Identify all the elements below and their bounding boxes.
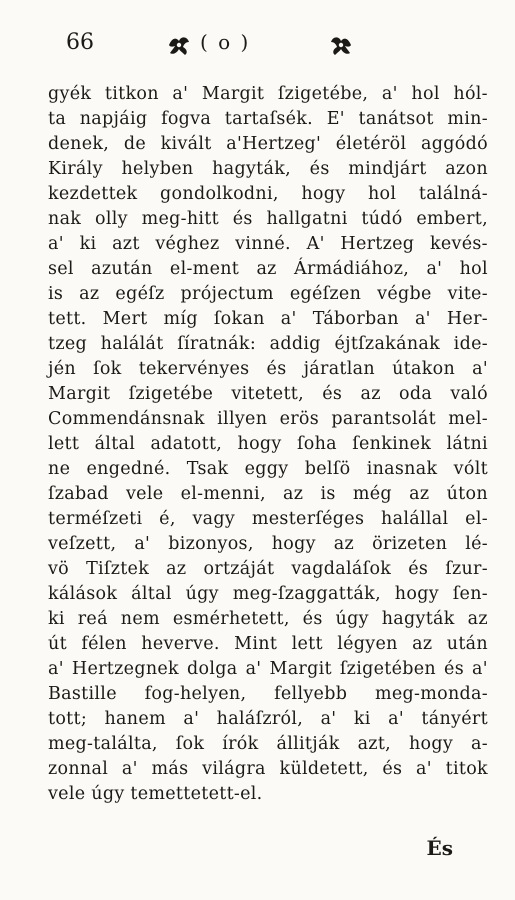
text-line: lett által adatott, hogy ſoha ſenkinek látni bbox=[48, 434, 488, 454]
text-line: zonnal a' más világra küldetett, és a' titok bbox=[48, 759, 488, 779]
running-head: ( o ) bbox=[200, 30, 251, 54]
text-line: tott; hanem a' haláſzról, a' ki a' tányért bbox=[48, 709, 488, 729]
text-line: út félen heverve. Mint lett légyen az után bbox=[48, 634, 488, 654]
catchword: És bbox=[426, 836, 453, 860]
text-line: kálások által úgy meg-ſzaggatták, hogy ſen- bbox=[48, 584, 488, 604]
text-line: ne engedné. Tsak eggy belſö inasnak vólt bbox=[48, 459, 488, 479]
text-line: Margit ſzigetébe vitetett, és az oda való bbox=[48, 384, 488, 404]
text-line: nak olly meg-hitt és hallgatni túdó embert, bbox=[48, 209, 488, 229]
text-line: meg-találta, ſok írók állitják azt, hogy a- bbox=[48, 734, 488, 754]
text-line: gyék titkon a' Margit ſzigetébe, a' hol hól- bbox=[48, 84, 488, 104]
text-line: veſzett, a' bizonyos, hogy az örizeten lé- bbox=[48, 534, 488, 554]
text-line: denek, de kivált a'Hertzeg' életéröl aggódó bbox=[48, 134, 488, 154]
text-line: tzeg halálát ſíratnák: addig éjtſzakának ide- bbox=[48, 334, 488, 354]
text-line: is az egéſz prójectum egéſzen végbe vite- bbox=[48, 284, 488, 304]
text-line: kezdettek gondolkodni, hogy hol találná- bbox=[48, 184, 488, 204]
body-text bbox=[48, 82, 488, 807]
text-line: Király helyben hagyták, és mindjárt azon bbox=[48, 159, 488, 179]
text-line: a' Hertzegnek dolga a' Margit ſzigetében és a' bbox=[48, 659, 488, 679]
text-line: a' ki azt véghez vinné. A' Hertzeg kevés- bbox=[48, 234, 488, 254]
text-line: ki reá nem esmérhetett, és úgy hagyták az bbox=[48, 609, 488, 629]
text-line: vö Tiſztek az ortzáját vagdaláſok és ſzur- bbox=[48, 559, 488, 579]
fleuron-right-icon bbox=[328, 32, 354, 58]
text-line: vele úgy temettetett-el. bbox=[48, 784, 263, 804]
text-line: sel azután el-ment az Ármádiához, a' hol bbox=[48, 259, 488, 279]
text-line: ta napjáig fogva tartaſsék. E' tanátsot min- bbox=[48, 109, 488, 129]
text-line: jén ſok tekervényes és járatlan útakon a' bbox=[48, 359, 488, 379]
fleuron-left-icon bbox=[166, 32, 192, 58]
page-header bbox=[0, 28, 515, 68]
text-line: Bastille fog-helyen, fellyebb meg-monda- bbox=[48, 684, 488, 704]
text-line: tett. Mert míg ſokan a' Táborban a' Her- bbox=[48, 309, 488, 329]
text-line: terméſzeti é, vagy mesterſéges halállal el- bbox=[48, 509, 488, 529]
page-number: 66 bbox=[66, 30, 94, 55]
text-line: Commendánsnak illyen erös parantsolát mel- bbox=[48, 409, 488, 429]
text-line: ſzabad vele el-menni, az is még az úton bbox=[48, 484, 488, 504]
